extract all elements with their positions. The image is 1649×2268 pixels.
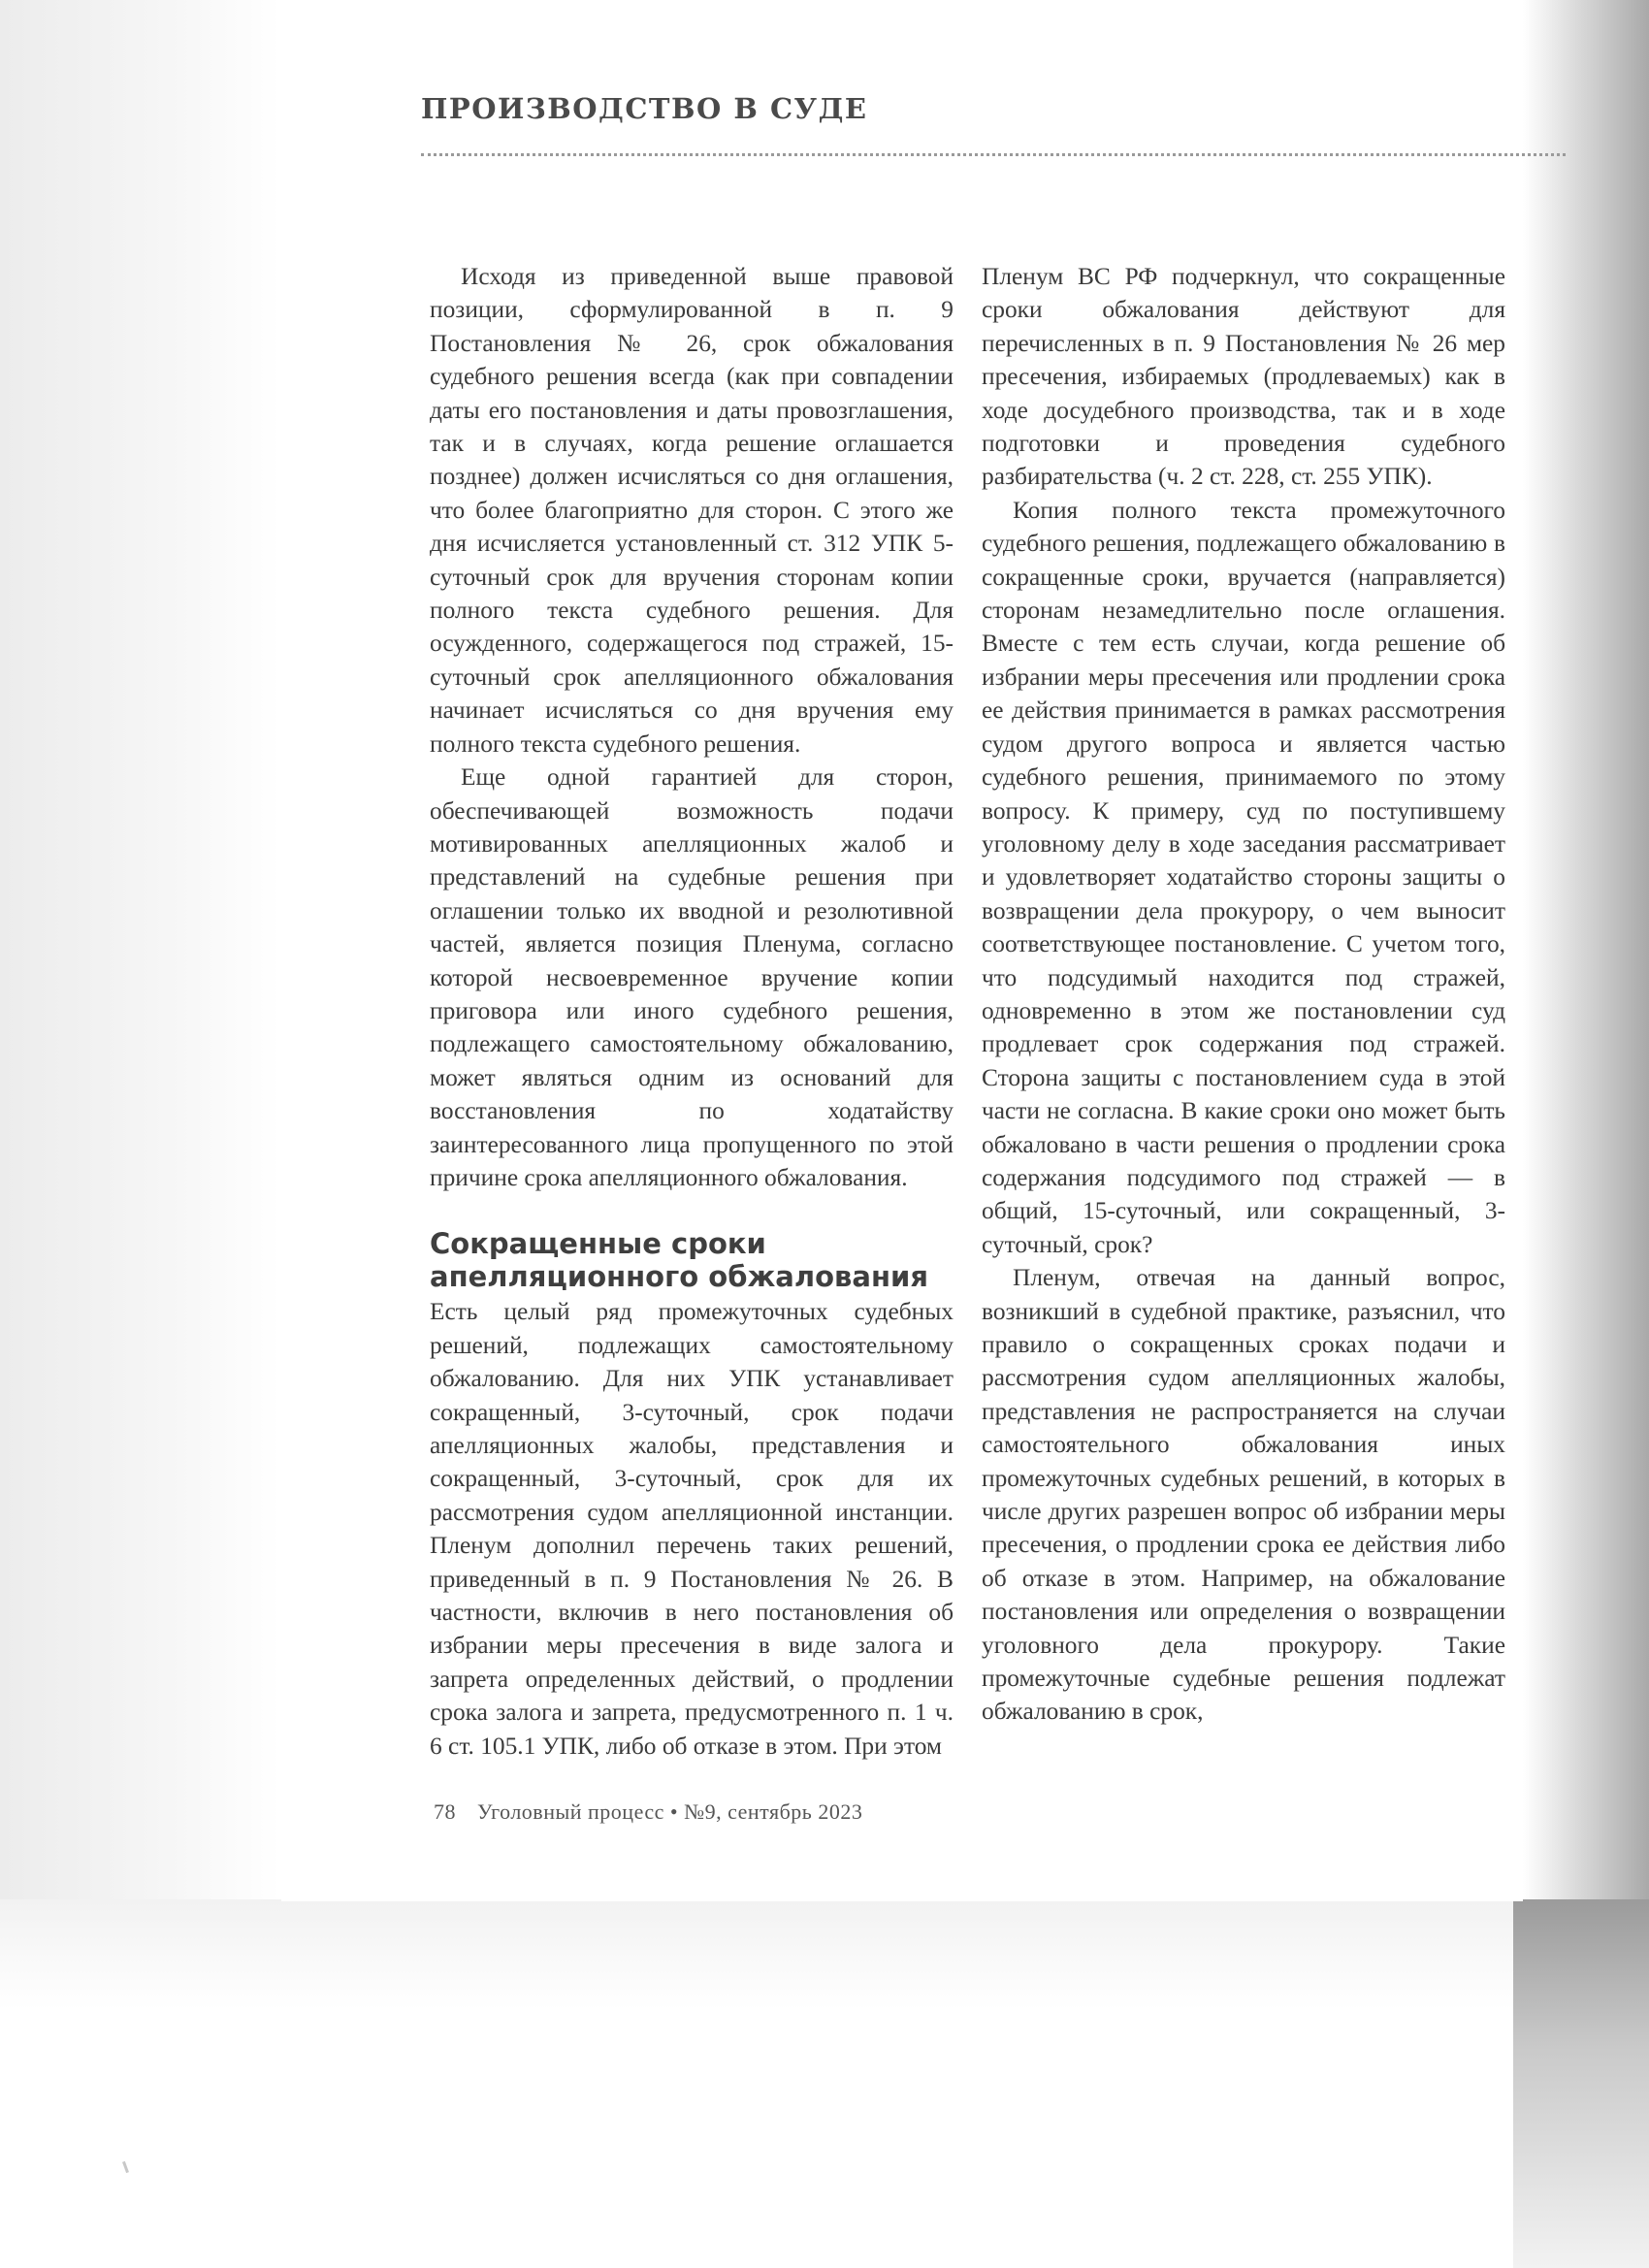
section-heading-line: апелляционного обжалования — [430, 1260, 928, 1294]
page-number: 78 — [434, 1799, 456, 1824]
section-heading — [430, 1227, 954, 1293]
paragraph: Исходя из приведенной выше правовой позиции, сформулированной в п. 9 Постановления № 26, срок обжалования судебного решения всегда (как при совпадении даты его постановления и даты провозглашения, так и в случаях, когда решение оглашается позднее) должен исчисляться со дня оглашения, что более благоприятно для сторон. С этого же дня исчисляется установленный ст. 312 УПК 5-суточный срок для вручения сторонам копии полного текста судебного решения. Для осужденного, содержащегося под стражей, 15-суточный срок апелляционного обжалования начинает исчисляться со дня вручения ему полного текста судебного решения. — [430, 263, 954, 758]
scan-edge-bottom-right — [1513, 1899, 1649, 2268]
running-header: ПРОИЗВОДСТВО В СУДЕ — [421, 92, 868, 125]
header-dotted-rule — [421, 153, 1566, 156]
left-column — [430, 260, 954, 1763]
journal-issue: Уголовный процесс • №9, сентябрь 2023 — [477, 1799, 863, 1824]
page-footer — [434, 1799, 862, 1825]
paragraph: Пленум ВС РФ подчеркнул, что сокращенные сроки обжалования действуют для перечисленных в п. 9 Постановления № 26 мер пресечения, избираемых (продлеваемых) как в ходе досудебного производства, так и в ходе подготовки и проведения судебного разбирательства (ч. 2 ст. 228, ст. 255 УПК). — [982, 263, 1505, 491]
paragraph: Копия полного текста промежуточного судебного решения, подлежащего обжалованию в сокращенные сроки, вручается (направляется) сторонам незамедлительно после оглашения. Вместе с тем есть случаи, когда решение об избрании меры пресечения или продлении срока ее действия принимается в рамках рассмотрения судом другого вопроса и является частью судебного решения, принимаемого по этому вопросу. К примеру, суд по поступившему уголовному делу в ходе заседания рассматривает и удовлетворяет ходатайство стороны защиты о возвращении дела прокурору, о чем выносит соответствующее постановление. С учетом того, что подсудимый находится под стражей, одновременно в этом же постановлении суд продлевает срок содержания под стражей. Сторона защиты с постановлением суда в этой части не согласна. В какие сроки оно может быть обжаловано в части решения о продлении срока содержания подсудимого под стражей — в общий, 15-суточный, или сокращенный, 3-суточный, срок? — [982, 496, 1505, 1258]
right-column — [982, 260, 1505, 1729]
scan-edge-right — [1523, 0, 1649, 1901]
paragraph: Пленум, отвечая на данный вопрос, возникший в судебной практике, разъяснил, что правило о сокращенных сроках подачи и рассмотрения судом апелляционных жалобы, представления не распространяется на случаи самостоятельного обжалования иных промежуточных судебных решений, в которых в числе других разрешен вопрос об избрании меры пресечения, о продлении срока ее действия либо об отказе в этом. Например, на обжалование постановления или определения о возвращении уголовного дела прокурору. Такие промежуточные судебные решения подлежат обжалованию в срок, — [982, 1264, 1505, 1726]
scan-edge-left — [0, 0, 281, 1901]
paragraph: Есть целый ряд промежуточных судебных решений, подлежащих самостоятельному обжалованию. Для них УПК устанавливает сокращенный, 3-суточный, срок подачи апелляционных жалобы, представления и сокращенный, 3-суточный, срок для их рассмотрения судом апелляционной инстанции. Пленум дополнил перечень таких решений, приведенный в п. 9 Постановления № 26. В частности, включив в него постановления об избрании меры пресечения в виде залога и запрета определенных действий, о продлении срока залога и запрета, предусмотренного п. 1 ч. 6 ст. 105.1 УПК, либо об отказе в этом. При этом — [430, 1298, 954, 1760]
section-heading-line: Сокращенные сроки — [430, 1227, 766, 1261]
scan-edge-bottom — [0, 1899, 1649, 2268]
paragraph: Еще одной гарантией для сторон, обеспечивающей возможность подачи мотивированных апелляционных жалоб и представлений на судебные решения при оглашении только их вводной и резолютивной частей, является позиция Пленума, согласно которой несвоевременное вручение копии приговора или иного судебного решения, подлежащего самостоятельному обжалованию, может являться одним из оснований для восстановления по ходатайству заинтересованного лица пропущенного по этой причине срока апелляционного обжалования. — [430, 763, 954, 1191]
